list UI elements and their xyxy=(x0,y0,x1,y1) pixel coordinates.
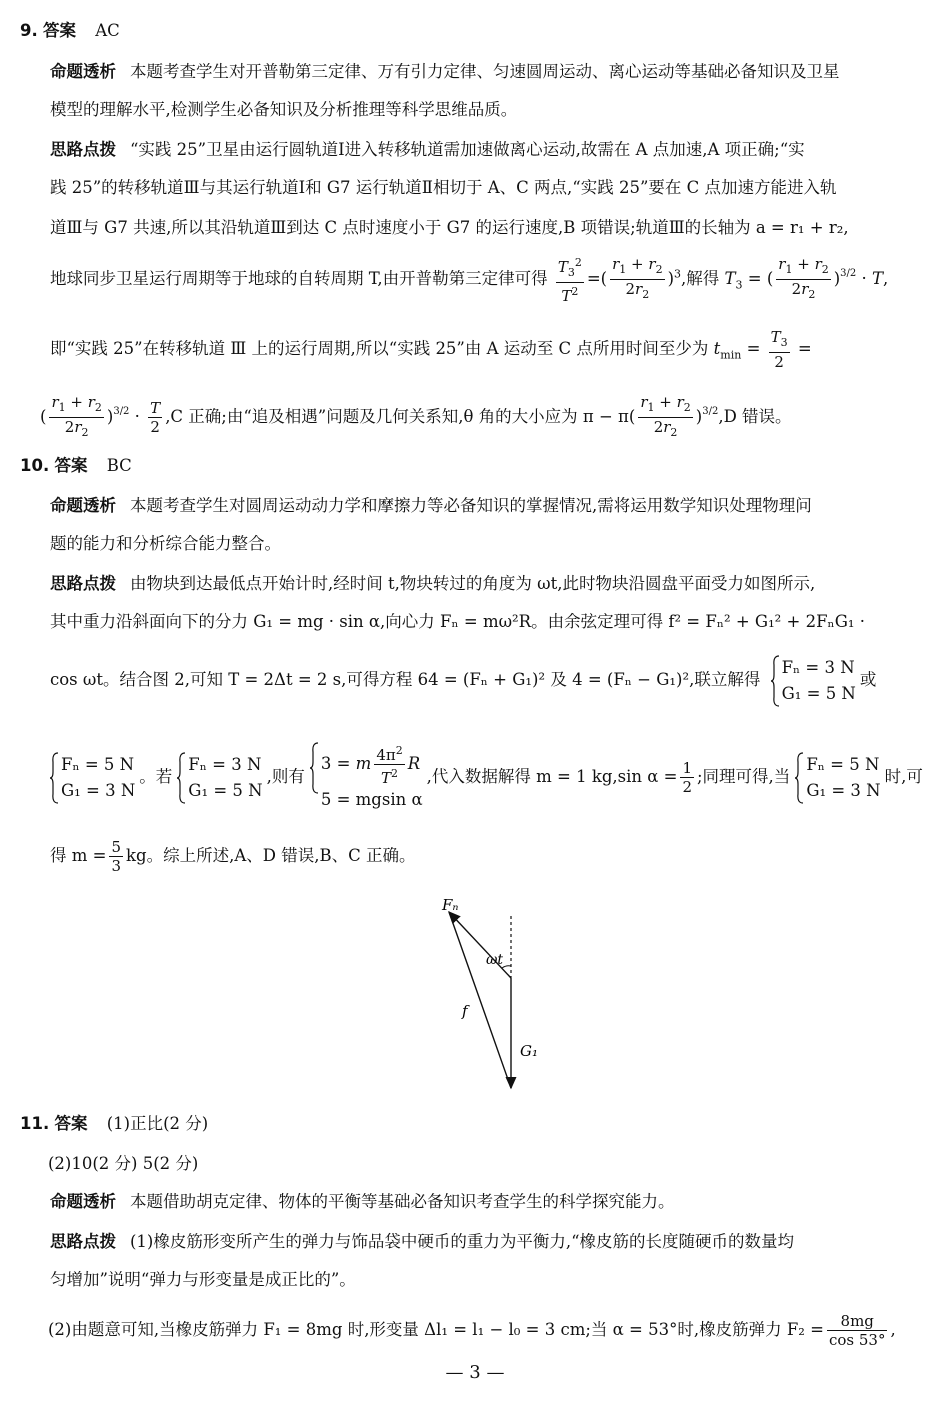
q10-hint-line-2: 其中重力沿斜面向下的分力 G₁ = mg · sin α,向心力 Fₙ = mω²R。由余弦定理可得 f² = Fₙ² + G₁² + 2FₙG₁ · xyxy=(50,612,865,631)
q9-hint-text-5a: 即“实践 25”在转移轨道 Ⅲ 上的运行周期,所以“实践 25”由 A 运动至 C 点所用时间至少为 xyxy=(50,339,709,358)
q10-analysis xyxy=(50,494,950,518)
q10-hint-label: 思路点拨 xyxy=(50,574,116,593)
system-case-a: Fₙ = 3 N G₁ = 5 N xyxy=(176,752,262,804)
q9-hint-line-5: 即“实践 25”在转移轨道 Ⅲ 上的运行周期,所以“实践 25”由 A 运动至 C 点所用时间至少为 $t_{min}$ = $\frac{T_3}{2}$ = xyxy=(50,328,812,371)
q10-hint-line-1 xyxy=(50,572,950,596)
page-number: — 3 — xyxy=(445,1362,505,1383)
fn-vector xyxy=(449,912,511,978)
q11-answer-label: 答案 xyxy=(54,1114,88,1133)
q9-hint-text-6a: ,C 正确;由“追及相遇”问题及几何关系知,θ 角的大小应为 xyxy=(165,407,578,426)
q11-answer-2: (2)10(2 分) 5(2 分) xyxy=(48,1154,199,1173)
system-solution-a: Fₙ = 3 N G₁ = 5 N xyxy=(770,655,856,707)
q9-hint-text-6b: ,D 错误。 xyxy=(718,407,792,426)
q9-answer-label: 答案 xyxy=(43,21,76,40)
q11-hint-text-1: (1)橡皮筋形变所产生的弹力与饰品袋中硬币的重力为平衡力,“橡皮筋的长度随硬币的数量均 xyxy=(130,1232,795,1251)
system-solution-b: Fₙ = 5 N G₁ = 3 N xyxy=(49,752,135,804)
q9-hint-text-4a: 地球同步卫星运行周期等于地球的自转周期 T,由开普勒第三定律可得 xyxy=(50,269,548,288)
q9-hint-line-1 xyxy=(50,138,950,162)
fn-label: Fₙ xyxy=(442,896,459,914)
q11-analysis xyxy=(50,1190,950,1214)
q9-hint-line-3: 道Ⅲ与 G7 共速,所以其沿轨道Ⅲ到达 C 点时速度小于 G7 的运行速度,B 项错误;轨道Ⅲ的长轴为 a = r₁ + r₂, xyxy=(50,218,849,237)
q11-analysis-label: 命题透析 xyxy=(50,1192,116,1211)
tmin-fraction: $\frac{T_3}{2}$ xyxy=(770,328,788,371)
q11-answer-1: (1)正比(2 分) xyxy=(106,1114,209,1133)
q10-analysis-label: 命题透析 xyxy=(50,496,116,515)
q9-answer: AC xyxy=(95,21,120,40)
ratio-fraction: $\frac{r_1 + r_2}{2r_2}$ xyxy=(51,393,102,439)
q10-analysis-cont: 题的能力和分析综合能力整合。 xyxy=(50,534,281,553)
q11-answer-line xyxy=(20,1112,950,1136)
brace-icon xyxy=(309,742,319,794)
mass-fraction: $\frac{5}{3}$ xyxy=(111,838,122,875)
q10-hint-line-3 xyxy=(50,652,950,708)
q10-answer-line xyxy=(20,454,950,478)
q11-hint-line-1 xyxy=(50,1230,950,1254)
t3-fraction: $\frac{r_1 + r_2}{2r_2}$ xyxy=(778,255,829,301)
q10-analysis-text: 本题考查学生对圆周运动动力学和摩擦力等必备知识的掌握情况,需将运用数学知识处理物理问 xyxy=(130,496,812,515)
q9-hint-text-4b: ,解得 xyxy=(681,269,720,288)
f2-fraction: $\frac{8mg}{\cos 53^\circ}$ xyxy=(828,1312,886,1349)
brace-icon xyxy=(49,752,59,804)
q11-hint-line-2: 匀增加”说明“弹力与形变量是成正比的”。 xyxy=(50,1270,356,1289)
q11-number: 11. xyxy=(20,1114,50,1133)
brace-icon xyxy=(770,655,780,707)
q11-hint-line-3: (2)由题意可知,当橡皮筋弹力 F₁ = 8mg 时,形变量 Δl₁ = l₁ − l₀ = 3 cm;当 α = 53°时,橡皮筋弹力 F₂ = $\frac{8mg}{\cos 53^\circ}$ , xyxy=(48,1312,896,1349)
q10-number: 10. xyxy=(20,456,50,475)
q10-hint-text-3b: 或 xyxy=(859,670,877,689)
q9-hint-line-6: ( $\frac{r_1 + r_2}{2r_2}$ )$^{3/2}$ · $\frac{T}{2}$ ,C 正确;由“追及相遇”问题及几何关系知,θ 角的大小应为 π − π( $\frac{r_1 + r_2}{2r_2}$ )$^{3/2}$,D 错误。 xyxy=(40,392,950,442)
kepler-fraction-right: $\frac{r_1 + r_2}{2r_2}$ xyxy=(612,255,663,301)
q10-hint-line-5: 得 m = $\frac{5}{3}$ kg。综上所述,A、D 错误,B、C 正确。 xyxy=(50,838,416,875)
omega-t-label: ωt xyxy=(486,952,504,968)
q9-hint-line-2: 践 25”的转移轨道Ⅲ与其运行轨道Ⅰ和 G7 运行轨道Ⅱ相切于 A、C 两点,“实践 25”要在 C 点加速方能进入轨 xyxy=(50,178,837,197)
angle-arc xyxy=(502,966,511,968)
force-diagram xyxy=(420,888,560,1098)
q9-answer-line xyxy=(20,19,950,43)
q9-hint-text-1: “实践 25”卫星由运行圆轨道Ⅰ进入转移轨道需加速做离心运动,故需在 A 点加速,A 项正确;“实 xyxy=(130,140,805,159)
brace-icon xyxy=(176,752,186,804)
half-period-fraction: $\frac{T}{2}$ xyxy=(150,399,161,436)
q9-analysis-text: 本题考查学生对开普勒第三定律、万有引力定律、匀速圆周运动、离心运动等基础必备知识及卫星 xyxy=(130,62,840,81)
brace-icon xyxy=(794,752,804,804)
q10-answer: BC xyxy=(106,456,132,475)
kepler-fraction-left: $\frac{T_3^2}{T^2}$ xyxy=(557,256,582,305)
system-equations: 3 = m $\frac{4\pi^2}{T^2}$ R 5 = mgsin α xyxy=(309,742,423,813)
f-vector xyxy=(449,912,511,1088)
q10-answer-label: 答案 xyxy=(54,456,88,475)
q10-hint-text-3a: cos ωt。结合图 2,可知 T = 2Δt = 2 s,可得方程 64 = (Fₙ + G₁)² 及 4 = (Fₙ − G₁)²,联立解得 xyxy=(50,670,761,689)
system-case-b: Fₙ = 5 N G₁ = 3 N xyxy=(794,752,880,804)
q9-hint-line-4: 地球同步卫星运行周期等于地球的自转周期 T,由开普勒第三定律可得 $\frac{T_3^2}{T^2}$ =( $\frac{r_1 + r_2}{2r_2}$ )$^3$,解得 $T_3$ = ( $\frac{r_1 + r_2}{2r_2}$ )$^{3/2}$ · T, xyxy=(50,255,889,305)
q10-hint-text-1: 由物块到达最低点开始计时,经时间 t,物块转过的角度为 ωt,此时物块沿圆盘平面受力如图所示, xyxy=(130,574,816,593)
q9-analysis-cont: 模型的理解水平,检测学生必备知识及分析推理等科学思维品质。 xyxy=(50,100,518,119)
q10-hint-line-4: Fₙ = 5 N G₁ = 3 N 。若 Fₙ = 3 N G₁ = 5 N ,则有 3 = m $\frac{4\pi^2}{T^2}$ R 5 = mgsin α ,代入数据解得 m = 1 kg,sin α = $\frac{1}{2}$ ;同理可得,当 Fₙ = 5 N G₁ = 3 N 时,可 xyxy=(45,742,950,813)
theta-fraction: $\frac{r_1 + r_2}{2r_2}$ xyxy=(640,393,691,439)
q11-hint-label: 思路点拨 xyxy=(50,1232,116,1251)
sin-alpha-fraction: $\frac{1}{2}$ xyxy=(682,759,692,796)
f-label: f xyxy=(462,1002,468,1020)
g1-label: G₁ xyxy=(520,1042,538,1060)
q11-analysis-text: 本题借助胡克定律、物体的平衡等基础必备知识考查学生的科学探究能力。 xyxy=(130,1192,675,1211)
q9-analysis xyxy=(50,60,950,84)
q9-hint-label: 思路点拨 xyxy=(50,140,116,159)
q9-analysis-label: 命题透析 xyxy=(50,62,116,81)
q9-number: 9. xyxy=(20,21,38,40)
